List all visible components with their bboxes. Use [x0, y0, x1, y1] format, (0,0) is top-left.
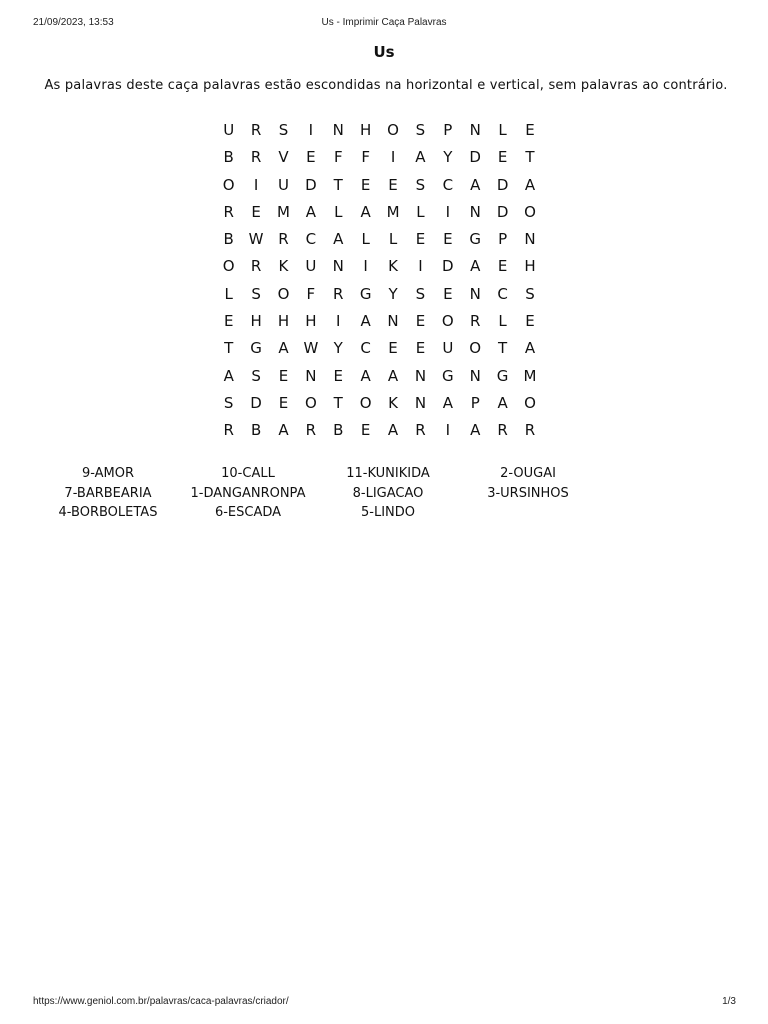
grid-cell: S: [278, 121, 289, 139]
grid-cell: D: [496, 175, 509, 194]
grid-cell: P: [470, 393, 480, 412]
grid-cell: U: [277, 175, 289, 194]
grid-row: [215, 144, 544, 171]
word-search-grid: [215, 117, 544, 445]
grid-cell: O: [441, 312, 454, 331]
grid-cell: G: [250, 339, 262, 358]
word-list-item: 11-KUNIKIDA: [346, 466, 430, 481]
grid-cell: A: [470, 175, 481, 194]
grid-cell: T: [333, 175, 343, 194]
grid-cell: I: [445, 202, 451, 221]
grid-cell: E: [388, 339, 398, 358]
grid-cell: A: [333, 230, 344, 249]
grid-cell: T: [498, 339, 508, 358]
grid-row: [215, 226, 544, 253]
grid-cell: D: [305, 175, 317, 194]
grid-cell: O: [277, 284, 290, 303]
grid-cell: R: [415, 421, 426, 440]
grid-cell: A: [360, 312, 371, 331]
grid-cell: R: [223, 421, 234, 440]
grid-cell: I: [363, 257, 368, 276]
grid-cell: L: [361, 230, 370, 249]
grid-cell: U: [305, 257, 317, 276]
grid-cell: R: [250, 257, 262, 276]
grid-cell: O: [387, 121, 399, 139]
grid-cell: V: [278, 148, 289, 167]
grid-cell: R: [223, 202, 234, 221]
grid-cell: K: [388, 257, 398, 276]
grid-cell: N: [332, 121, 344, 139]
grid-cell: E: [360, 421, 371, 440]
grid-cell: A: [278, 339, 289, 358]
grid-cell: E: [497, 257, 508, 276]
grid-cell: L: [498, 312, 507, 331]
grid-cell: S: [251, 366, 261, 385]
grid-cell: L: [416, 202, 425, 221]
grid-cell: A: [360, 366, 371, 385]
word-list-item: 8-LIGACAO: [352, 485, 424, 501]
grid-cell: R: [250, 121, 262, 139]
grid-cell: W: [248, 230, 264, 249]
grid-cell: E: [278, 366, 289, 385]
grid-row: [215, 335, 544, 362]
grid-cell: E: [388, 175, 398, 194]
word-list-item: 6-ESCADA: [214, 505, 282, 520]
word-list-item: 4-BORBOLETAS: [58, 505, 158, 520]
grid-cell: N: [524, 230, 536, 249]
grid-cell: A: [387, 366, 399, 385]
grid-cell: S: [251, 284, 261, 303]
grid-cell: D: [442, 257, 454, 276]
grid-cell: E: [223, 312, 234, 331]
grid-cell: O: [524, 393, 536, 412]
grid-cell: A: [415, 148, 426, 167]
grid-cell: E: [415, 339, 426, 358]
grid-row: [215, 308, 544, 335]
grid-cell: R: [333, 284, 344, 303]
word-list-item: 1-DANGANRONPA: [190, 485, 306, 501]
grid-cell: N: [414, 366, 427, 385]
grid-cell: O: [524, 202, 536, 221]
grid-cell: A: [470, 421, 481, 440]
grid-row: [215, 117, 544, 144]
grid-cell: R: [250, 148, 262, 167]
grid-cell: G: [359, 284, 372, 303]
grid-cell: A: [442, 393, 453, 412]
grid-cell: T: [224, 339, 234, 358]
grid-cell: U: [442, 339, 454, 358]
grid-cell: T: [525, 148, 535, 167]
grid-cell: S: [223, 393, 234, 412]
grid-cell: O: [359, 393, 372, 412]
grid-cell: P: [443, 121, 453, 139]
grid-cell: T: [333, 393, 343, 412]
grid-cell: G: [496, 366, 509, 385]
grid-cell: H: [277, 312, 290, 331]
grid-cell: L: [498, 121, 507, 139]
grid-cell: O: [469, 339, 482, 358]
grid-cell: N: [305, 366, 317, 385]
grid-cell: C: [442, 175, 454, 194]
grid-row: [215, 390, 544, 417]
puzzle-instructions: As palavras deste caça palavras estão escondidas na horizontal e vertical, sem palavras ao contrário.: [44, 78, 728, 93]
grid-cell: R: [278, 230, 289, 249]
grid-row: [215, 172, 544, 199]
grid-cell: L: [224, 284, 233, 303]
grid-cell: O: [222, 257, 235, 276]
grid-cell: I: [308, 121, 314, 139]
grid-cell: A: [305, 202, 316, 221]
grid-cell: O: [222, 175, 235, 194]
grid-row: [215, 363, 544, 390]
grid-cell: R: [305, 421, 317, 440]
grid-cell: E: [415, 312, 426, 331]
grid-cell: D: [469, 148, 481, 167]
grid-cell: H: [524, 257, 536, 276]
grid-cell: F: [306, 284, 316, 303]
grid-cell: E: [333, 366, 343, 385]
grid-cell: E: [306, 148, 316, 167]
grid-cell: E: [443, 230, 453, 249]
grid-row: [215, 199, 544, 226]
grid-cell: I: [253, 175, 259, 194]
grid-cell: S: [415, 284, 426, 303]
grid-cell: P: [498, 230, 508, 249]
grid-cell: K: [388, 393, 398, 412]
grid-cell: R: [469, 312, 481, 331]
grid-cell: A: [387, 421, 399, 440]
grid-cell: I: [418, 257, 423, 276]
grid-cell: E: [525, 312, 535, 331]
grid-cell: B: [223, 230, 234, 249]
grid-row: [215, 281, 544, 308]
grid-cell: N: [469, 121, 481, 139]
grid-cell: Y: [443, 148, 453, 167]
grid-cell: U: [223, 121, 235, 139]
word-list-item: 9-AMOR: [81, 466, 135, 481]
grid-cell: H: [360, 121, 372, 139]
grid-cell: N: [414, 393, 427, 412]
grid-row: [215, 253, 544, 280]
grid-cell: N: [387, 312, 399, 331]
grid-cell: C: [360, 339, 371, 358]
grid-cell: N: [469, 284, 481, 303]
grid-cell: Y: [388, 284, 398, 303]
grid-cell: G: [469, 230, 482, 249]
grid-cell: L: [388, 230, 398, 249]
grid-cell: E: [278, 393, 289, 412]
grid-cell: H: [250, 312, 262, 331]
grid-cell: I: [445, 421, 451, 440]
grid-cell: D: [496, 202, 509, 221]
grid-cell: S: [415, 121, 426, 139]
grid-cell: E: [525, 121, 535, 139]
grid-cell: I: [336, 312, 341, 331]
grid-cell: B: [223, 148, 234, 167]
grid-cell: E: [251, 202, 261, 221]
grid-cell: F: [333, 148, 343, 167]
grid-cell: C: [305, 230, 317, 249]
grid-cell: I: [390, 148, 396, 167]
grid-cell: S: [415, 175, 426, 194]
grid-row: [215, 417, 544, 444]
grid-cell: A: [497, 393, 508, 412]
print-page-title: Us - Imprimir Caça Palavras: [321, 17, 447, 28]
grid-cell: M: [523, 366, 537, 385]
grid-cell: A: [524, 175, 536, 194]
grid-cell: C: [497, 284, 508, 303]
grid-cell: N: [469, 202, 481, 221]
grid-cell: K: [278, 257, 289, 276]
grid-cell: R: [524, 421, 536, 440]
word-list-item: 2-OUGAI: [500, 466, 556, 481]
footer-url: https://www.geniol.com.br/palavras/caca-palavras/criador/: [33, 996, 289, 1007]
print-datetime: 21/09/2023, 13:53: [33, 17, 114, 28]
grid-cell: A: [524, 339, 536, 358]
grid-cell: G: [442, 366, 454, 385]
grid-cell: S: [525, 284, 535, 303]
grid-cell: O: [304, 393, 317, 412]
word-list-item: 3-URSINHOS: [487, 485, 569, 501]
grid-cell: M: [277, 202, 290, 221]
grid-cell: M: [386, 202, 400, 221]
grid-cell: A: [470, 257, 481, 276]
grid-cell: F: [361, 148, 370, 167]
word-list-item: 7-BARBEARIA: [64, 485, 152, 501]
grid-cell: N: [469, 366, 481, 385]
puzzle-title: Us: [373, 43, 395, 61]
grid-cell: D: [250, 393, 262, 412]
grid-cell: B: [333, 421, 344, 440]
grid-cell: A: [278, 421, 289, 440]
grid-cell: A: [360, 202, 371, 221]
grid-cell: E: [415, 230, 426, 249]
grid-cell: N: [332, 257, 344, 276]
grid-cell: E: [497, 148, 508, 167]
grid-cell: H: [305, 312, 317, 331]
word-list-item: 5-LINDO: [360, 505, 415, 520]
footer-page-number: 1/3: [722, 996, 736, 1007]
word-list-item: 10-CALL: [221, 466, 275, 481]
grid-cell: W: [303, 339, 319, 358]
grid-cell: R: [497, 421, 508, 440]
grid-cell: E: [443, 284, 453, 303]
grid-cell: B: [250, 421, 262, 440]
grid-cell: A: [223, 366, 234, 385]
grid-cell: Y: [333, 339, 343, 358]
grid-cell: E: [360, 175, 371, 194]
grid-cell: L: [334, 202, 343, 221]
